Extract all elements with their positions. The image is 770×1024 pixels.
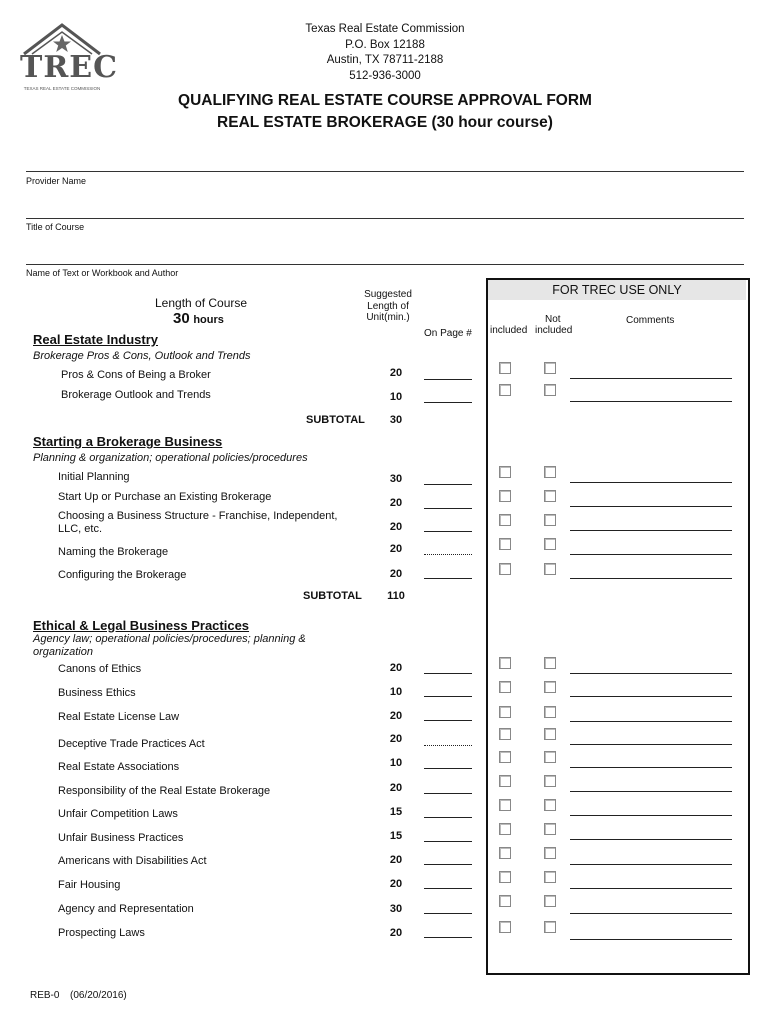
form-id: REB-0 (30, 990, 60, 1001)
item-label: Unfair Competition Laws (58, 808, 178, 820)
not-included-checkbox[interactable] (544, 384, 556, 396)
page-number-field[interactable] (424, 402, 472, 403)
not-header: Not (545, 314, 561, 325)
included-checkbox[interactable] (499, 706, 511, 718)
not-included-header: included (535, 325, 573, 336)
page-number-field[interactable] (424, 673, 472, 674)
not-included-checkbox[interactable] (544, 681, 556, 693)
included-checkbox[interactable] (499, 823, 511, 835)
comment-field[interactable] (570, 791, 732, 792)
section-title: Starting a Brokerage Business (33, 434, 223, 449)
item-minutes: 20 (389, 521, 403, 533)
trec-use-box (486, 278, 750, 975)
item-minutes: 30 (389, 903, 403, 915)
not-included-checkbox[interactable] (544, 466, 556, 478)
form-subtitle: REAL ESTATE BROKERAGE (30 hour course) (217, 114, 553, 131)
not-included-checkbox[interactable] (544, 563, 556, 575)
section-subtitle: Agency law; operational policies/procedures; planning & (33, 633, 306, 645)
item-minutes: 20 (389, 854, 403, 866)
item-label: Fair Housing (58, 879, 121, 891)
item-label: Prospecting Laws (58, 927, 145, 939)
not-included-checkbox[interactable] (544, 823, 556, 835)
not-included-checkbox[interactable] (544, 706, 556, 718)
item-label: Real Estate Associations (58, 761, 180, 773)
included-checkbox[interactable] (499, 384, 511, 396)
comment-field[interactable] (570, 378, 732, 379)
not-included-checkbox[interactable] (544, 490, 556, 502)
provider-name-line[interactable] (26, 171, 744, 172)
item-minutes: 20 (389, 733, 403, 745)
item-label: Agency and Representation (58, 903, 194, 915)
page-number-field[interactable] (424, 554, 472, 555)
page-number-field[interactable] (424, 913, 472, 914)
item-minutes: 20 (389, 782, 403, 794)
included-checkbox[interactable] (499, 466, 511, 478)
included-checkbox[interactable] (499, 895, 511, 907)
section-subtitle: Planning & organization; operational policies/procedures (33, 452, 308, 464)
section-subtitle-continued: organization (33, 646, 93, 658)
suggested-line3: Unit(min.) (366, 312, 410, 323)
item-minutes: 20 (389, 568, 403, 580)
comment-field[interactable] (570, 401, 732, 402)
page-number-field[interactable] (424, 841, 472, 842)
page-number-field[interactable] (424, 937, 472, 938)
comment-field[interactable] (570, 767, 732, 768)
item-minutes: 15 (389, 830, 403, 842)
item-minutes: 10 (389, 686, 403, 698)
item-label: Configuring the Brokerage (58, 569, 187, 581)
item-label: Pros & Cons of Being a Broker (61, 369, 211, 381)
agency-address (0, 22, 770, 84)
included-checkbox[interactable] (499, 490, 511, 502)
not-included-checkbox[interactable] (544, 895, 556, 907)
comment-field[interactable] (570, 888, 732, 889)
included-checkbox[interactable] (499, 728, 511, 740)
item-minutes: 20 (389, 662, 403, 674)
subtotal-label: SUBTOTAL (303, 590, 362, 602)
comment-field[interactable] (570, 530, 732, 531)
page-number-field[interactable] (424, 768, 472, 769)
comment-field[interactable] (570, 696, 732, 697)
item-label: Choosing a Business Structure - Franchise, Independent, (58, 510, 338, 522)
page-number-field[interactable] (424, 696, 472, 697)
item-minutes: 20 (389, 710, 403, 722)
form-title: QUALIFYING REAL ESTATE COURSE APPROVAL FORM (178, 92, 592, 109)
logo-text: TREC (20, 50, 118, 85)
agency-name: Texas Real Estate Commission (305, 23, 465, 35)
not-included-checkbox[interactable] (544, 728, 556, 740)
not-included-checkbox[interactable] (544, 657, 556, 669)
not-included-checkbox[interactable] (544, 775, 556, 787)
course-title-label: Title of Course (26, 222, 85, 232)
item-label: Canons of Ethics (58, 663, 142, 675)
subtotal-value: 110 (387, 590, 405, 602)
suggested-length-header (355, 289, 421, 324)
not-included-checkbox[interactable] (544, 751, 556, 763)
page-number-field[interactable] (424, 484, 472, 485)
page-number-field[interactable] (424, 531, 472, 532)
po-box: P.O. Box 12188 (345, 38, 425, 51)
comment-field[interactable] (570, 913, 732, 914)
page-number-field[interactable] (424, 720, 472, 721)
item-minutes: 30 (389, 473, 403, 485)
not-included-checkbox[interactable] (544, 921, 556, 933)
item-label: Real Estate License Law (58, 711, 180, 723)
section-title: Real Estate Industry (33, 332, 158, 347)
item-minutes: 10 (389, 391, 403, 403)
not-included-checkbox[interactable] (544, 538, 556, 550)
comment-field[interactable] (570, 578, 732, 579)
on-page-header: On Page # (424, 328, 472, 339)
not-included-checkbox[interactable] (544, 799, 556, 811)
comment-field[interactable] (570, 554, 732, 555)
included-checkbox[interactable] (499, 921, 511, 933)
comment-field[interactable] (570, 939, 732, 940)
item-label: Naming the Brokerage (58, 546, 169, 558)
comment-field[interactable] (570, 721, 732, 722)
page-number-field[interactable] (424, 817, 472, 818)
comments-header: Comments (626, 315, 675, 326)
item-label: Start Up or Purchase an Existing Brokerage (58, 491, 272, 503)
comment-field[interactable] (570, 815, 732, 816)
included-checkbox[interactable] (499, 563, 511, 575)
item-minutes: 20 (389, 878, 403, 890)
subtotal-value: 30 (389, 414, 403, 426)
form-date: (06/20/2016) (70, 990, 127, 1001)
included-checkbox[interactable] (499, 538, 511, 550)
included-checkbox[interactable] (499, 847, 511, 859)
item-label: Initial Planning (58, 471, 130, 483)
not-included-checkbox[interactable] (544, 847, 556, 859)
length-unit: hours (193, 314, 224, 326)
page-number-field[interactable] (424, 793, 472, 794)
included-checkbox[interactable] (499, 799, 511, 811)
suggested-line2: Length of (367, 300, 409, 312)
text-author-label: Name of Text or Workbook and Author (26, 268, 179, 278)
item-minutes: 15 (389, 806, 403, 818)
page-number-field[interactable] (424, 508, 472, 509)
item-minutes: 20 (389, 497, 403, 509)
included-checkbox[interactable] (499, 751, 511, 763)
comment-field[interactable] (570, 673, 732, 674)
item-minutes: 20 (389, 367, 403, 379)
item-label: Business Ethics (58, 687, 136, 699)
course-title-line[interactable] (26, 218, 744, 219)
length-number: 30 (173, 310, 190, 327)
item-minutes: 10 (389, 757, 403, 769)
included-checkbox[interactable] (499, 775, 511, 787)
item-label: Unfair Business Practices (58, 832, 184, 844)
page-number-field[interactable] (424, 864, 472, 865)
item-label: Americans with Disabilities Act (58, 855, 207, 867)
item-label: Responsibility of the Real Estate Brokerage (58, 785, 271, 797)
subtotal-label: SUBTOTAL (306, 414, 365, 426)
not-included-checkbox[interactable] (544, 514, 556, 526)
item-minutes: 20 (389, 543, 403, 555)
page-number-field[interactable] (424, 745, 472, 746)
not-included-checkbox[interactable] (544, 871, 556, 883)
included-header: included (490, 325, 528, 336)
length-value (173, 310, 224, 327)
item-label: Deceptive Trade Practices Act (58, 738, 205, 750)
trec-use-label: FOR TREC USE ONLY (552, 283, 682, 297)
included-checkbox[interactable] (499, 362, 511, 374)
provider-name-label: Provider Name (26, 176, 87, 186)
comment-field[interactable] (570, 482, 732, 483)
page-number-field[interactable] (424, 578, 472, 579)
section-subtitle: Brokerage Pros & Cons, Outlook and Trends (33, 350, 251, 362)
included-checkbox[interactable] (499, 681, 511, 693)
city-line: Austin, TX 78711-2188 (326, 54, 444, 66)
text-author-line[interactable] (26, 264, 744, 265)
logo-subtext: TEXAS REAL ESTATE COMMISSION (23, 86, 101, 91)
item-label: Brokerage Outlook and Trends (61, 389, 211, 401)
page-number-field[interactable] (424, 379, 472, 380)
included-checkbox[interactable] (499, 514, 511, 526)
comment-field[interactable] (570, 864, 732, 865)
length-label: Length of Course (155, 296, 248, 310)
comment-field[interactable] (570, 839, 732, 840)
included-checkbox[interactable] (499, 871, 511, 883)
included-checkbox[interactable] (499, 657, 511, 669)
item-label-continued: LLC, etc. (58, 523, 103, 535)
suggested-line1: Suggested (364, 289, 412, 300)
section-title: Ethical & Legal Business Practices (33, 618, 250, 633)
not-included-checkbox[interactable] (544, 362, 556, 374)
page-number-field[interactable] (424, 888, 472, 889)
comment-field[interactable] (570, 506, 732, 507)
phone: 512-936-3000 (349, 69, 421, 82)
comment-field[interactable] (570, 744, 732, 745)
item-minutes: 20 (389, 927, 403, 939)
